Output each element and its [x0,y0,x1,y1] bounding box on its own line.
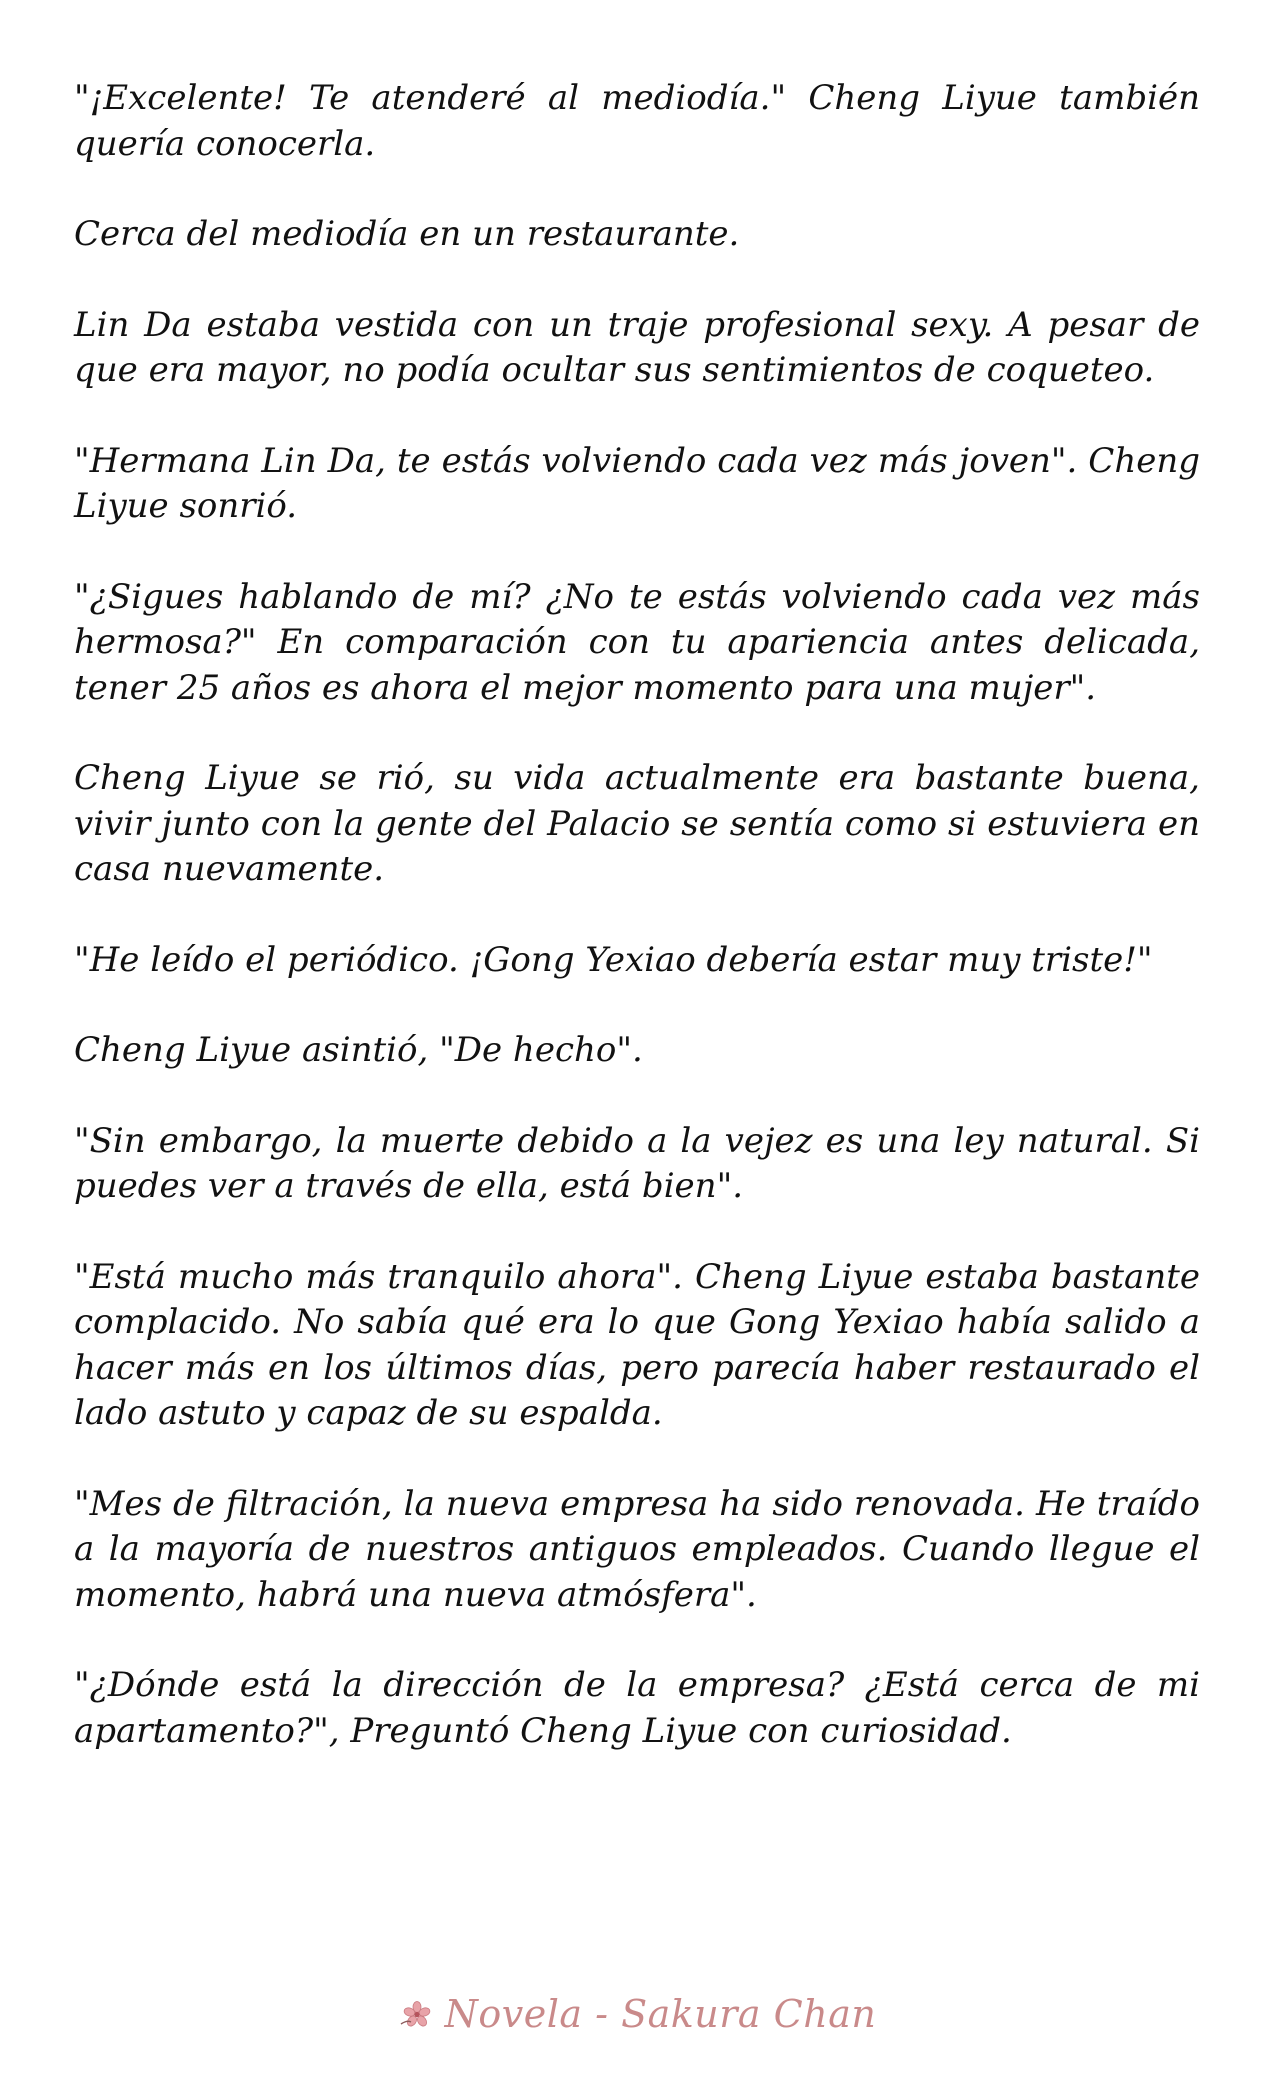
paragraph: "¡Excelente! Te atenderé al mediodía." Cheng Liyue también quería conocerla. [74,78,1200,164]
watermark-text: Novela - Sakura Chan [444,1992,877,2036]
paragraph: Lin Da estaba vestida con un traje profesional sexy. A pesar de que era mayor, no podía ocultar sus sentimientos de coqueteo. [74,304,1200,390]
story-text [74,76,1200,1799]
paragraph: "Está mucho más tranquilo ahora". Cheng Liyue estaba bastante complacido. No sabía qué era lo que Gong Yexiao había salido a hacer más en los últimos días, pero parecía haber restaurado el lado astuto y capaz de su espalda. [74,1256,1200,1433]
sakura-flower-icon [399,2000,435,2028]
paragraph: "He leído el periódico. ¡Gong Yexiao debería estar muy triste!" [74,939,1153,980]
paragraph: Cheng Liyue se rió, su vida actualmente era bastante buena, vivir junto con la gente del Palacio se sentía como si estuviera en casa nuevamente. [74,758,1200,889]
paragraph: "Sin embargo, la muerte debido a la vejez es una ley natural. Si puedes ver a través de ella, está bien". [74,1120,1200,1206]
paragraph: Cheng Liyue asintió, "De hecho". [74,1030,643,1070]
paragraph: Cerca del mediodía en un restaurante. [74,214,740,254]
paragraph: "¿Dónde está la dirección de la empresa? ¿Está cerca de mi apartamento?", Preguntó Cheng Liyue con curiosidad. [74,1665,1200,1751]
watermark-logo [0,1984,1275,2044]
paragraph: "Hermana Lin Da, te estás volviendo cada vez más joven". Cheng Liyue sonrió. [74,440,1200,526]
paragraph: "Mes de filtración, la nueva empresa ha sido renovada. He traído a la mayoría de nuestros antiguos empleados. Cuando llegue el momento, habrá una nueva atmósfera". [74,1483,1200,1615]
paragraph: "¿Sigues hablando de mí? ¿No te estás volviendo cada vez más hermosa?" En comparación con tu apariencia antes delicada, tener 25 años es ahora el mejor momento para una mujer". [74,576,1200,708]
